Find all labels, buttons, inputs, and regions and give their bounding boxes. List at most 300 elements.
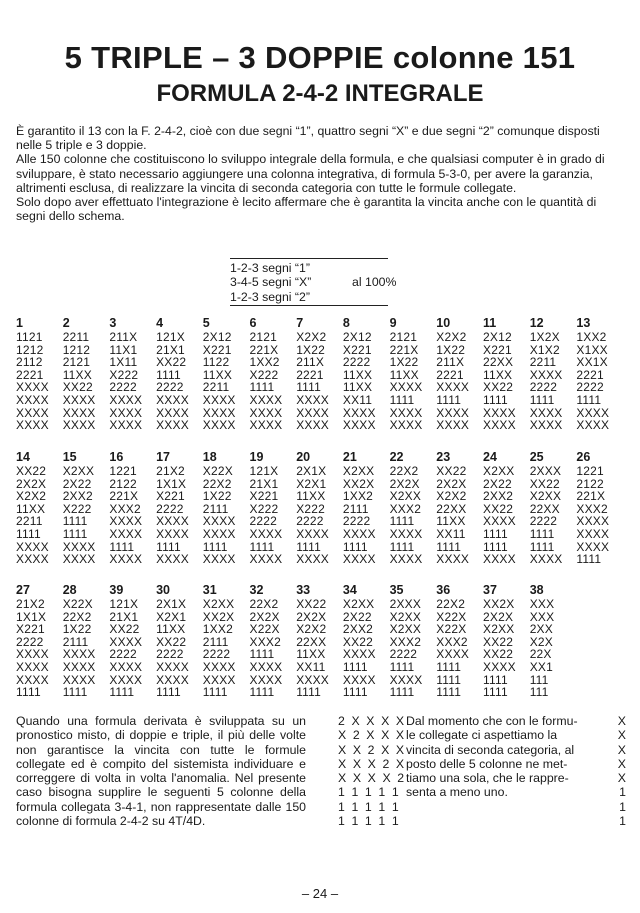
column-cell: 11XX: [436, 514, 466, 529]
column-cell: XXXX: [529, 367, 563, 382]
column-number: 6: [249, 316, 257, 330]
column-cell: XXXX: [296, 405, 330, 420]
matrix-row: [338, 771, 628, 785]
column-cell: 1111: [389, 659, 415, 674]
column-cell: X2XX: [529, 489, 562, 504]
column-cell: XXXX: [202, 392, 236, 407]
column-cell: X222: [249, 501, 279, 516]
column-cell: XX22: [296, 597, 327, 611]
column-cell: XX1X: [576, 355, 608, 370]
column-number: 7: [296, 316, 304, 330]
column-cell: XXXX: [16, 380, 49, 395]
column-cell: XXXX: [249, 552, 283, 567]
matrix-end-sign: 1: [619, 785, 626, 800]
column-cell: XXXX: [109, 552, 143, 567]
column-cell: XXXX: [576, 514, 610, 529]
column-group: [16, 583, 62, 699]
column-cell: XXXX: [576, 526, 610, 541]
column-cell: 22XX: [296, 634, 327, 649]
column-cell: XXXX: [249, 392, 283, 407]
column-number: 21: [342, 450, 357, 464]
column-cell: X22X: [436, 622, 467, 637]
column-cell: XX22: [62, 380, 93, 395]
matrix-signs: X X X 2 X: [338, 756, 406, 771]
column-cell: X222: [249, 367, 279, 382]
column-cell: 1221: [109, 464, 137, 478]
column-cell: 2111: [62, 634, 89, 649]
column-cell: 11XX: [156, 622, 186, 637]
column-cell: XXXX: [156, 659, 189, 674]
column-cell: 2222: [576, 380, 604, 395]
column-cell: 11XX: [62, 367, 92, 382]
column-cell: 11XX: [202, 367, 233, 382]
page-title: 5 TRIPLE – 3 DOPPIE colonne 151: [64, 40, 576, 75]
column-cell: XXX: [529, 609, 555, 624]
column-cell: 1111: [109, 685, 135, 700]
column-number: 15: [62, 450, 77, 464]
column-cell: X221: [342, 342, 372, 357]
column-cell: XXXX: [249, 672, 283, 687]
column-cell: 2222: [389, 647, 418, 662]
column-cell: X22X: [436, 609, 467, 624]
matrix-signs: X 2 X X X: [338, 728, 406, 743]
matrix-end-sign: X: [617, 771, 626, 786]
matrix-end-sign: X: [617, 756, 626, 771]
column-cell: 22XX: [483, 355, 514, 370]
column-group: [156, 316, 202, 432]
matrix-end-sign: 1: [619, 814, 626, 829]
column-cell: 2X1X: [156, 597, 187, 611]
intro-paragraph: Alle 150 colonne che costituiscono lo sviluppo integrale della formula, e che qualsiasi computer è in grado di sviluppare, è stato necessario aggiungere una colonna integrativa, di formula 5-3-0, per avere la garanzia, altrimenti esclusa, di realizzare la vincita di seconda categoria con tutte le formule collegate.: [16, 152, 605, 195]
column-cell: X2XX: [483, 464, 515, 478]
column-cell: 2121: [249, 330, 277, 344]
column-cell: 1X22: [436, 342, 466, 357]
column-group: [296, 316, 342, 432]
column-group: [63, 450, 109, 566]
column-cell: X2XX: [342, 597, 375, 611]
column-cell: 2111: [202, 634, 229, 649]
column-cell: 1111: [62, 526, 88, 541]
column-cell: 11XX: [296, 647, 326, 662]
column-cell: 1111: [529, 526, 555, 541]
schema-line: 1-2-3 segni “2”: [230, 289, 310, 304]
matrix-row: [338, 814, 628, 828]
column-cell: 1X2X: [529, 330, 560, 344]
column-cell: XXX2: [389, 501, 422, 516]
column-number: 10: [436, 316, 451, 330]
column-number: 23: [436, 450, 451, 464]
column-cell: 221X: [109, 489, 139, 504]
column-number: 13: [576, 316, 591, 330]
column-cell: XXXX: [109, 672, 143, 687]
column-number: 26: [576, 450, 591, 464]
column-cell: 2X2X: [436, 476, 467, 491]
matrix-row: [338, 785, 628, 799]
column-cell: XXXX: [529, 418, 563, 433]
column-cell: X221: [483, 342, 512, 357]
column-cell: 1111: [483, 539, 508, 554]
column-cell: XX22: [483, 634, 514, 649]
column-cell: XXXX: [16, 418, 49, 433]
matrix-end-sign: X: [617, 728, 626, 743]
column-cell: 1121: [16, 330, 43, 344]
column-cell: X1X2: [529, 342, 560, 357]
column-cell: 11XX: [389, 367, 419, 382]
column-cell: XX22: [16, 464, 47, 478]
column-cell: X221: [156, 489, 185, 504]
column-cell: 11XX: [342, 367, 373, 382]
column-cell: XXXX: [16, 539, 49, 554]
column-cell: XXXX: [529, 552, 563, 567]
column-cell: XXXX: [16, 392, 49, 407]
column-cell: XXXX: [342, 405, 376, 420]
column-cell: 1111: [296, 539, 322, 554]
column-cell: 1111: [436, 685, 462, 700]
column-cell: XXXX: [156, 392, 189, 407]
column-cell: XXXX: [389, 672, 423, 687]
column-cell: XXXX: [202, 418, 236, 433]
column-cell: XXXX: [62, 659, 96, 674]
column-cell: 22XX: [529, 501, 560, 516]
column-cell: 1111: [109, 539, 135, 554]
column-cell: 1XX2: [342, 489, 374, 504]
column-cell: XXXX: [389, 380, 423, 395]
column-cell: 22X2: [62, 609, 92, 624]
column-cell: 22X2: [389, 464, 419, 478]
integration-matrix: [338, 714, 628, 828]
column-cell: 1X22: [202, 489, 232, 504]
column-cell: XXXX: [109, 526, 143, 541]
column-cell: 2211: [529, 355, 557, 370]
column-cell: 2XXX: [529, 464, 562, 478]
column-cell: XXXX: [576, 405, 610, 420]
column-number: 4: [156, 316, 164, 330]
matrix-signs: X X 2 X X: [338, 742, 406, 757]
column-cell: XXXX: [483, 418, 516, 433]
column-cell: 111: [529, 672, 549, 687]
matrix-signs: 1 1 1 1 1: [338, 799, 401, 814]
matrix-signs: 1 1 1 1 1: [338, 785, 401, 800]
column-cell: 1221: [576, 464, 604, 478]
column-group: [16, 316, 62, 432]
column-cell: 2221: [16, 367, 44, 382]
column-cell: 2222: [156, 647, 184, 662]
column-group: [156, 583, 202, 699]
column-cell: 11XX: [296, 489, 326, 504]
column-cell: 2111: [202, 501, 229, 516]
column-cell: 1111: [296, 380, 322, 395]
column-cell: XXXX: [156, 526, 189, 541]
column-cell: X2X1: [296, 476, 327, 491]
column-cell: 2222: [156, 380, 184, 395]
column-cell: XX2X: [483, 597, 515, 611]
column-cell: XXXX: [436, 380, 470, 395]
column-cell: XX22: [109, 622, 140, 637]
column-cell: 22X2: [436, 597, 466, 611]
column-group: [483, 583, 529, 699]
matrix-end-sign: X: [617, 714, 626, 728]
column-group: [203, 450, 249, 566]
column-cell: 1111: [249, 685, 275, 700]
column-group: [250, 583, 296, 699]
column-cell: 1111: [529, 392, 555, 407]
column-cell: XX11: [296, 659, 326, 674]
column-cell: X221: [249, 489, 279, 504]
column-cell: X2XX: [483, 622, 515, 637]
matrix-signs: 2 X X X X: [338, 714, 406, 728]
column-cell: XXXX: [16, 552, 49, 567]
intro-paragraph: È garantito il 13 con la F. 2-4-2, cioè con due segni “1”, quattro segni “X” e due segni “2” comunque disposti nelle 5 triple e 3 doppie.: [16, 124, 600, 153]
column-number: 18: [202, 450, 217, 464]
column-cell: XXXX: [16, 659, 49, 674]
column-cell: XXXX: [249, 659, 283, 674]
column-cell: 1111: [156, 367, 181, 382]
column-cell: 2X2X: [389, 476, 420, 491]
column-cell: X2XX: [342, 464, 375, 478]
column-cell: XXXX: [576, 539, 610, 554]
column-group: [296, 583, 342, 699]
column-group: [296, 450, 342, 566]
matrix-row: [338, 757, 628, 771]
column-cell: 2122: [576, 476, 604, 491]
matrix-row: [338, 728, 628, 742]
column-cell: 1111: [436, 659, 462, 674]
column-cell: XXXX: [109, 634, 143, 649]
column-cell: XXXX: [202, 659, 236, 674]
column-number: 12: [529, 316, 544, 330]
matrix-row: [338, 714, 628, 728]
column-cell: XXXX: [16, 672, 49, 687]
column-cell: 2222: [342, 355, 371, 370]
column-number: 9: [389, 316, 397, 330]
column-cell: XXXX: [483, 514, 516, 529]
column-group: [109, 316, 155, 432]
column-number: 37: [483, 583, 497, 597]
column-cell: XXXX: [62, 405, 96, 420]
column-cell: 11XX: [16, 501, 46, 516]
column-group: [390, 583, 436, 699]
column-cell: 2222: [296, 514, 324, 529]
column-cell: XXXX: [62, 539, 96, 554]
column-cell: 1111: [156, 539, 181, 554]
column-cell: X221: [16, 622, 45, 637]
column-number: 32: [249, 583, 264, 597]
column-cell: 121X: [109, 597, 139, 611]
column-cell: XXXX: [109, 392, 143, 407]
column-cell: XX22: [483, 380, 514, 395]
column-cell: 21X1: [109, 609, 139, 624]
column-cell: 2XXX: [389, 597, 422, 611]
column-cell: XXXX: [109, 659, 143, 674]
matrix-row: [338, 743, 628, 757]
column-cell: 2222: [109, 380, 137, 395]
column-cell: XXXX: [202, 672, 236, 687]
column-cell: 21X1: [156, 342, 185, 357]
column-cell: XXXX: [436, 647, 470, 662]
column-cell: 211X: [436, 355, 465, 370]
column-cell: XXXX: [436, 552, 470, 567]
column-cell: XX1: [529, 659, 553, 674]
column-cell: 1111: [483, 392, 508, 407]
column-cell: X2XX: [389, 622, 422, 637]
column-cell: 11X1: [109, 342, 138, 357]
column-cell: 221X: [389, 342, 419, 357]
column-cell: 1111: [16, 685, 41, 700]
column-cell: 2222: [16, 634, 44, 649]
page-number: – 24 –: [301, 886, 339, 901]
column-cell: 2221: [436, 367, 464, 382]
column-cell: XXXX: [436, 405, 470, 420]
column-cell: 2XX2: [483, 489, 514, 504]
column-cell: 1111: [62, 514, 88, 529]
column-cell: XX22: [483, 501, 514, 516]
column-group: [530, 450, 576, 566]
column-cell: XXXX: [109, 514, 143, 529]
column-cell: 2X22: [483, 476, 512, 491]
column-group: [16, 450, 62, 566]
column-cell: XXX2: [389, 634, 422, 649]
column-cell: XX11: [436, 526, 466, 541]
column-group: [343, 316, 389, 432]
column-cell: XXXX: [389, 418, 423, 433]
column-group: [530, 583, 576, 699]
column-number: 31: [202, 583, 217, 597]
column-cell: X2X2: [296, 330, 327, 344]
column-cell: X2XX: [62, 464, 95, 478]
column-number: 24: [483, 450, 497, 464]
column-cell: XXXX: [156, 405, 189, 420]
column-cell: 1X22: [389, 355, 419, 370]
column-cell: 1X22: [296, 342, 326, 357]
column-group: [576, 316, 622, 432]
column-cell: 2X1X: [296, 464, 327, 478]
column-cell: XXX: [529, 597, 555, 611]
column-cell: XXXX: [62, 392, 96, 407]
column-cell: XXXX: [109, 418, 143, 433]
column-number: 36: [436, 583, 451, 597]
column-cell: XX2X: [342, 476, 375, 491]
column-cell: XXXX: [156, 418, 189, 433]
column-number: 22: [389, 450, 404, 464]
column-cell: 21X1: [249, 476, 279, 491]
column-cell: 1111: [342, 659, 368, 674]
column-cell: 2222: [109, 647, 137, 662]
column-cell: XXXX: [109, 405, 143, 420]
column-cell: XXXX: [342, 672, 376, 687]
column-cell: 1111: [529, 539, 555, 554]
column-cell: 1XX2: [249, 355, 280, 370]
column-cell: XXXX: [296, 392, 330, 407]
column-cell: XX22: [342, 634, 374, 649]
column-cell: XXXX: [202, 552, 236, 567]
column-number: 34: [342, 583, 357, 597]
column-group: [63, 316, 109, 432]
column-cell: XXXX: [296, 526, 330, 541]
column-group: [436, 450, 482, 566]
column-cell: 1111: [342, 539, 368, 554]
column-cell: 1111: [296, 685, 322, 700]
column-cell: XX22: [529, 476, 560, 491]
column-number: 16: [109, 450, 124, 464]
column-cell: 121X: [156, 330, 185, 344]
column-cell: 2X2X: [249, 609, 280, 624]
matrix-text: posto delle 5 colonne ne met-: [406, 756, 568, 771]
column-cell: X2X1: [156, 609, 187, 624]
column-cell: X2X2: [436, 489, 467, 504]
column-cell: XX22: [156, 355, 187, 370]
page-subtitle: FORMULA 2-4-2 INTEGRALE: [156, 80, 484, 107]
column-cell: 2X2X: [16, 476, 47, 491]
column-cell: 2XX: [529, 622, 553, 637]
column-cell: XXXX: [202, 526, 236, 541]
column-number: 1: [16, 316, 23, 330]
column-cell: 1111: [576, 552, 602, 567]
column-cell: 1111: [202, 685, 228, 700]
column-cell: X221: [202, 342, 232, 357]
column-cell: 21X2: [156, 464, 185, 478]
column-group: [343, 450, 389, 566]
column-cell: 2X2X: [296, 609, 327, 624]
column-cell: 11XX: [483, 367, 513, 382]
column-cell: 2XX2: [62, 489, 93, 504]
column-number: 25: [529, 450, 544, 464]
column-cell: 2111: [342, 501, 369, 516]
column-cell: 1111: [436, 392, 462, 407]
column-cell: XXX2: [109, 501, 141, 516]
column-cell: XXXX: [529, 405, 563, 420]
column-cell: XXXX: [576, 418, 610, 433]
column-group: [483, 450, 529, 566]
column-number: 19: [249, 450, 264, 464]
column-cell: 2X22: [342, 609, 372, 624]
column-group: [390, 316, 436, 432]
column-cell: 2121: [389, 330, 418, 344]
column-cell: 2222: [202, 647, 231, 662]
column-cell: XXXX: [249, 405, 283, 420]
column-group: [63, 583, 109, 699]
column-cell: X22X: [202, 464, 233, 478]
schema-percent: al 100%: [352, 275, 397, 289]
matrix-signs: 1 1 1 1 1: [338, 814, 401, 829]
column-number: 20: [296, 450, 311, 464]
column-cell: 1111: [389, 392, 415, 407]
column-cell: XXXX: [296, 418, 330, 433]
column-cell: 2112: [16, 355, 43, 370]
column-cell: 1111: [249, 539, 275, 554]
column-cell: XXXX: [16, 647, 49, 662]
column-cell: XXXX: [436, 418, 470, 433]
column-cell: 22XX: [436, 501, 467, 516]
schema-line: 1-2-3 segni “1”: [230, 261, 310, 275]
column-cell: 2X12: [342, 330, 372, 344]
column-cell: XXXX: [296, 672, 330, 687]
column-cell: XXXX: [202, 514, 236, 529]
column-cell: XXXX: [62, 647, 96, 662]
column-number: 30: [156, 583, 170, 597]
column-cell: 11XX: [342, 380, 373, 395]
column-cell: X2XX: [389, 489, 422, 504]
schema-line: 3-4-5 segni “X”: [230, 275, 312, 290]
column-cell: X2XX: [202, 597, 235, 611]
column-group: [109, 583, 155, 699]
column-cell: 2XX2: [342, 622, 374, 637]
column-cell: 1111: [483, 672, 508, 687]
column-cell: 1111: [389, 514, 415, 529]
column-number: 17: [156, 450, 170, 464]
column-cell: 221X: [576, 489, 606, 504]
column-number: 33: [296, 583, 311, 597]
column-cell: XXXX: [62, 552, 96, 567]
